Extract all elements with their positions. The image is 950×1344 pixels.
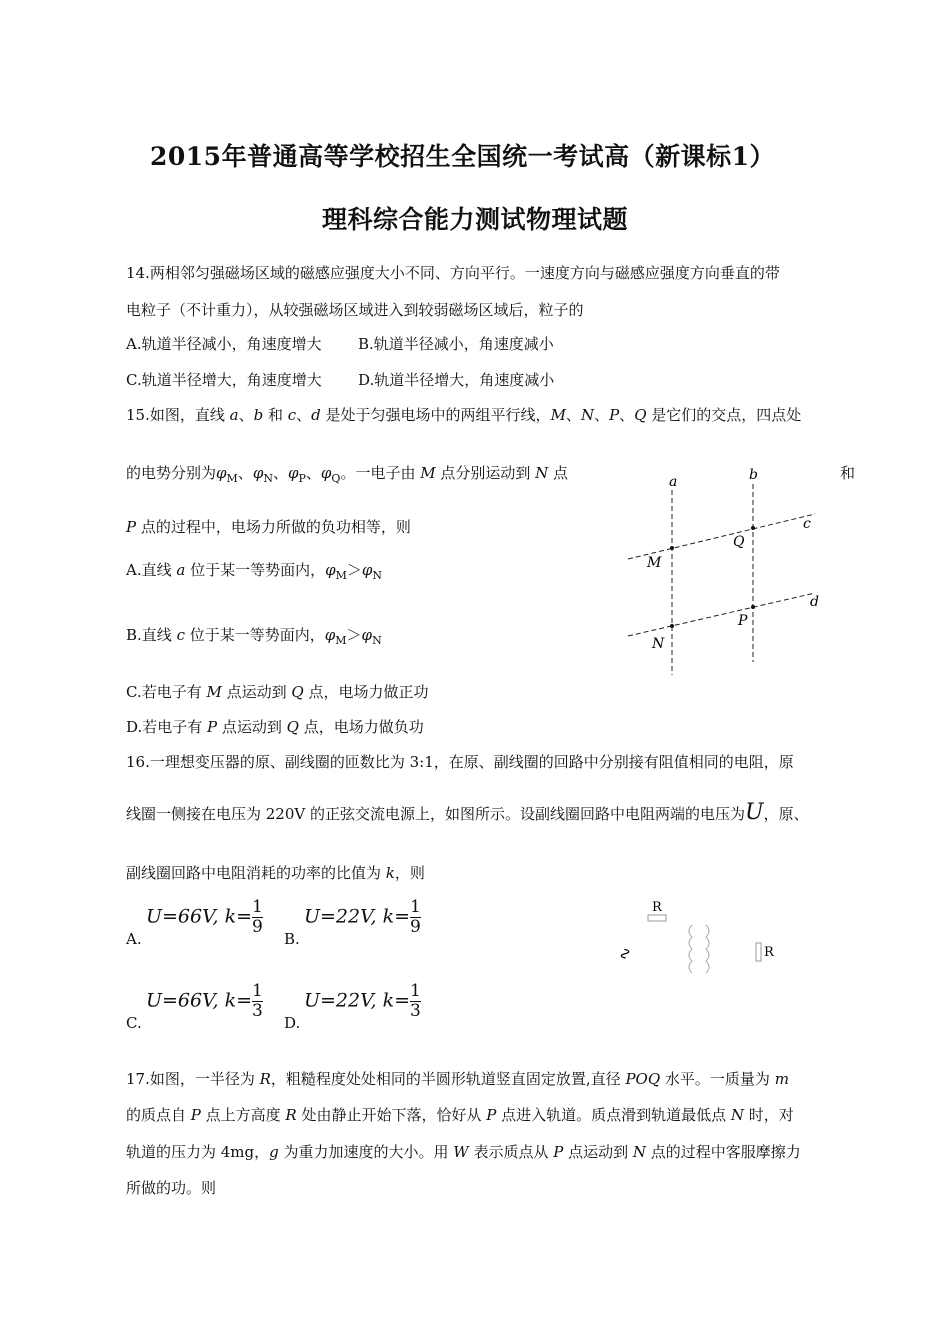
point-N: [670, 624, 674, 628]
label-resistor-primary: R: [652, 900, 662, 915]
label-resistor-secondary: R: [764, 945, 774, 960]
q16-stem-line2: 线圈一侧接在电压为 220V 的正弦交流电源上，如图所示。设副线圈回路中电阻两端的电压为U，原、: [126, 800, 809, 825]
resistor-primary: [648, 915, 666, 921]
label-N: N: [652, 636, 665, 652]
point-M: [670, 546, 674, 550]
q17-stem-line3: 轨道的压力为 4mg，g 为重力加速度的大小。用 W 表示质点从 P 点运动到 N 点的过程中客服摩擦力: [126, 1143, 801, 1161]
point-Q: [751, 526, 755, 530]
label-c: c: [803, 516, 811, 532]
q14-stem-line1: 14.两相邻匀强磁场区域的磁感应强度大小不同、方向平行。一速度方向与磁感应强度方向垂直的带: [126, 264, 780, 282]
ac-source-icon: ∿: [616, 947, 635, 961]
secondary-coil: [706, 925, 709, 973]
q16-option-d-eq: U=22V, k= $\frac{1}{3}$: [304, 981, 421, 1021]
q15-stem-line1: 15.如图，直线 a、b 和 c、d 是处于匀强电场中的两组平行线，M、N、P、Q 是它们的交点，四点处: [126, 406, 802, 424]
q15-stem-line3: P 点的过程中，电场力所做的负功相等，则: [126, 518, 411, 536]
point-P: [751, 605, 755, 609]
q16-option-c-eq: U=66V, k= $\frac{1}{3}$: [146, 981, 263, 1021]
resistor-secondary: [756, 943, 761, 961]
q14-option-d: D.轨道半径增大，角速度减小: [358, 371, 555, 389]
label-b: b: [749, 467, 758, 483]
primary-coil: [689, 925, 692, 973]
q17-stem-line4: 所做的功。则: [126, 1179, 217, 1197]
q14-option-b: B.轨道半径减小，角速度减小: [358, 335, 554, 353]
q16-option-a-eq: U=66V, k= $\frac{1}{9}$: [146, 897, 263, 937]
q17-stem-line1: 17.如图，一半径为 R，粗糙程度处处相同的半圆形轨道竖直固定放置,直径 POQ 水平。一质量为 m: [126, 1070, 789, 1088]
line-d: [628, 593, 815, 636]
q15-option-c: C.若电子有 M 点运动到 Q 点，电场力做正功: [126, 683, 429, 701]
q15-stem-line2-end: 和: [840, 464, 856, 482]
q15-option-b: B.直线 c 位于某一等势面内，$\varphi_M>\varphi_N$: [126, 626, 382, 647]
q15-field-diagram: [620, 462, 820, 677]
q15-option-a: A.直线 a 位于某一等势面内，$\varphi_M>\varphi_N$: [126, 561, 383, 582]
q16-stem-line3: 副线圈回路中电阻消耗的功率的比值为 k，则: [126, 864, 425, 882]
label-d: d: [810, 594, 819, 610]
q15-option-d: D.若电子有 P 点运动到 Q 点，电场力做负功: [126, 718, 424, 736]
label-P: P: [738, 613, 748, 629]
q16-option-b-label: B.: [284, 930, 300, 948]
label-a: a: [669, 474, 678, 490]
q16-option-c-label: C.: [126, 1014, 142, 1032]
q17-stem-line2: 的质点自 P 点上方高度 R 处由静止开始下落，恰好从 P 点进入轨道。质点滑到轨道最低点 N 时，对: [126, 1106, 794, 1124]
page-title: 2015年普通高等学校招生全国统一考试高（新课标1）: [150, 142, 775, 171]
q16-option-a-label: A.: [126, 930, 142, 948]
label-Q: Q: [733, 534, 745, 550]
q14-option-a: A.轨道半径减小，角速度增大: [126, 335, 322, 353]
line-c: [628, 514, 815, 559]
q14-stem-line2: 电粒子（不计重力），从较强磁场区域进入到较弱磁场区域后，粒子的: [126, 301, 584, 319]
q16-stem-line1: 16.一理想变压器的原、副线圈的匝数比为 3:1，在原、副线圈的回路中分别接有阻值相同的电阻，原: [126, 753, 794, 771]
q15-stem-line2: 的电势分别为$\varphi_M$、$\varphi_N$、$\varphi_P$、$\varphi_Q$。一电子由 M 点分别运动到 N 点: [126, 464, 569, 485]
q14-option-c: C.轨道半径增大，角速度增大: [126, 371, 322, 389]
label-M: M: [647, 555, 662, 571]
page-subtitle: 理科综合能力测试物理试题: [322, 205, 629, 234]
q16-option-b-eq: U=22V, k= $\frac{1}{9}$: [304, 897, 421, 937]
q16-option-d-label: D.: [284, 1014, 301, 1032]
q16-transformer-diagram: [612, 895, 792, 995]
